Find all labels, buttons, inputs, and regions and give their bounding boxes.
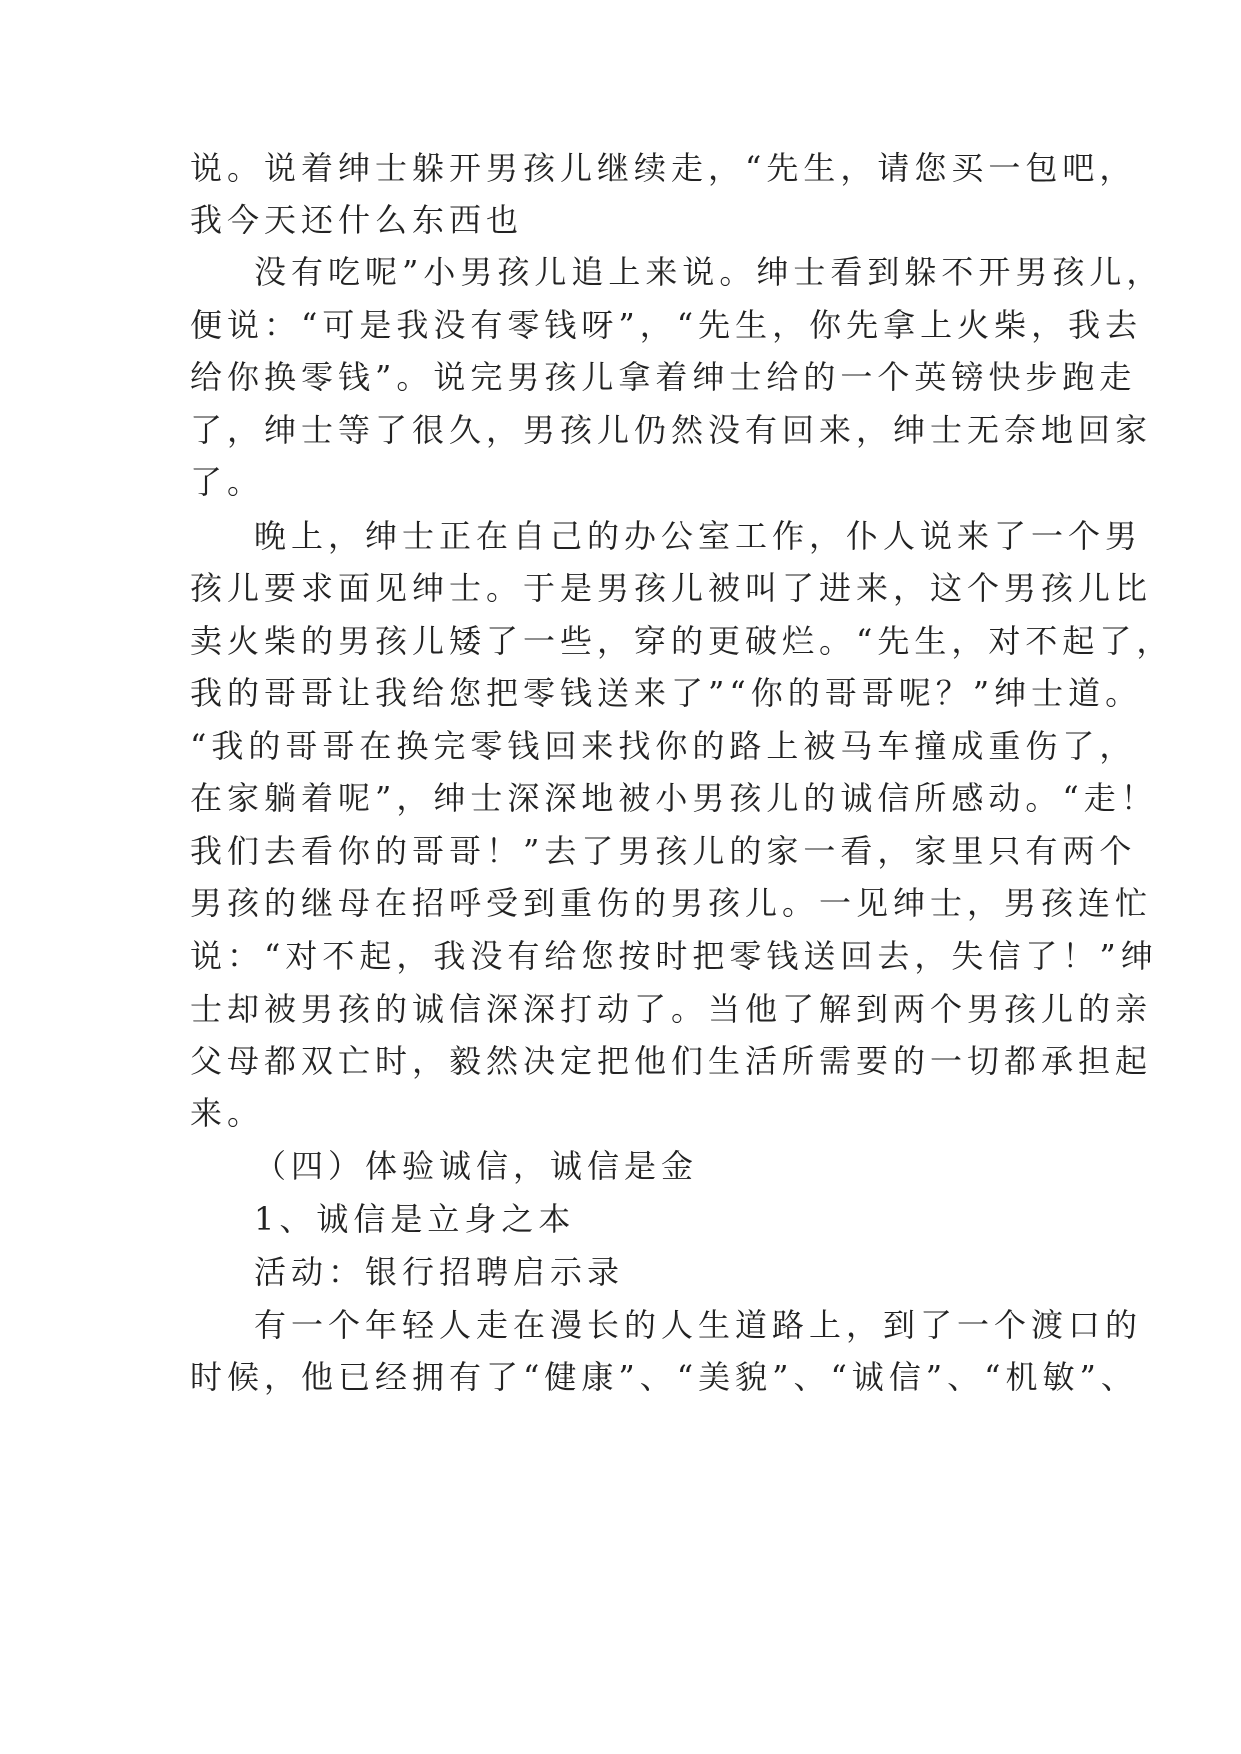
section-heading: （四）体验诚信，诚信是金 xyxy=(254,1147,699,1185)
text-line: 没有吃呢”小男孩儿追上来说。绅士看到躲不开男孩儿， xyxy=(254,253,1164,291)
text-line: 男孩的继母在招呼受到重伤的男孩儿。一见绅士，男孩连忙 xyxy=(190,884,1153,922)
text-line: 说。说着绅士躲开男孩儿继续走，“先生，请您买一包吧， xyxy=(190,149,1137,187)
text-line: 了，绅士等了很久，男孩儿仍然没有回来，绅士无奈地回家 xyxy=(190,411,1153,449)
text-line: 父母都双亡时，毅然决定把他们生活所需要的一切都承担起 xyxy=(190,1042,1153,1080)
text-line: 我们去看你的哥哥！”去了男孩儿的家一看，家里只有两个 xyxy=(190,832,1137,870)
activity-title: 活动：银行招聘启示录 xyxy=(254,1253,625,1291)
text-line: 在家躺着呢”，绅士深深地被小男孩儿的诚信所感动。“走！ xyxy=(190,779,1158,817)
text-line: 士却被男孩的诚信深深打动了。当他了解到两个男孩儿的亲 xyxy=(190,990,1153,1028)
text-line: 我的哥哥让我给您把零钱送来了”“你的哥哥呢？”绅士道。 xyxy=(190,674,1143,712)
text-line: 来。 xyxy=(190,1094,265,1132)
text-line: 有一个年轻人走在漫长的人生道路上，到了一个渡口的 xyxy=(254,1306,1143,1344)
text-line: 给你换零钱”。说完男孩儿拿着绅士给的一个英镑快步跑走 xyxy=(190,358,1137,396)
subsection-heading: 1、诚信是立身之本 xyxy=(254,1200,576,1238)
text-line: 孩儿要求面见绅士。于是男孩儿被叫了进来，这个男孩儿比 xyxy=(190,569,1153,607)
text-line: 便说：“可是我没有零钱呀”，“先生，你先拿上火柴，我去 xyxy=(190,306,1143,344)
text-line: 我今天还什么东西也 xyxy=(190,201,524,239)
text-line: 说：“对不起，我没有给您按时把零钱送回去，失信了！”绅 xyxy=(190,937,1158,975)
text-line: 时候，他已经拥有了“健康”、“美貌”、“诚信”、“机敏”、 xyxy=(190,1358,1138,1396)
text-line: 卖火柴的男孩儿矮了一些，穿的更破烂。“先生，对不起了， xyxy=(190,622,1174,660)
text-line: 了。 xyxy=(190,463,265,501)
text-line: 晚上，绅士正在自己的办公室工作，仆人说来了一个男 xyxy=(254,517,1143,555)
text-line: “我的哥哥在换完零钱回来找你的路上被马车撞成重伤了， xyxy=(190,727,1137,765)
